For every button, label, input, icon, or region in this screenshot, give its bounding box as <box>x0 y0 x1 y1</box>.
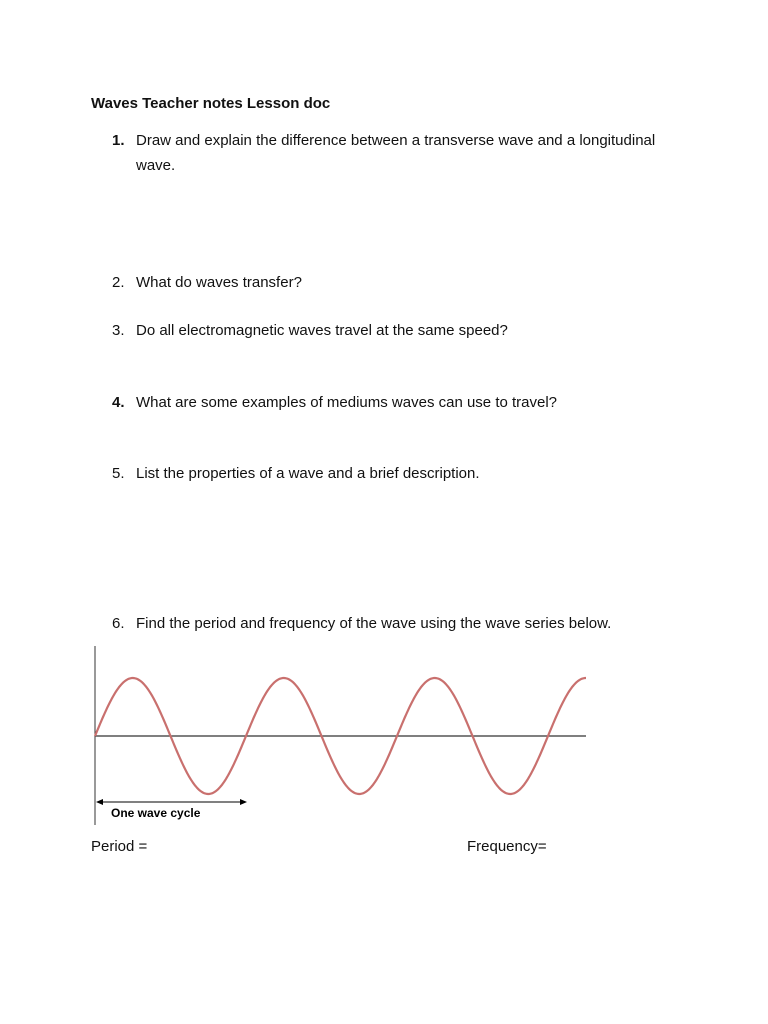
period-label: Period = <box>91 838 148 855</box>
question-4 <box>112 390 672 415</box>
question-5 <box>112 461 672 486</box>
question-text: Do all electromagnetic waves travel at the same speed? <box>136 322 508 339</box>
question-number: 1. <box>112 132 125 149</box>
question-number: 2. <box>112 274 125 291</box>
question-number: 6. <box>112 615 125 632</box>
question-text: Draw and explain the difference between a transverse wave and a longitudinal wave. <box>136 132 656 174</box>
document-title: Waves Teacher notes Lesson doc <box>91 95 331 112</box>
arrow-head-right <box>240 799 247 805</box>
question-text: What do waves transfer? <box>136 274 302 291</box>
question-2 <box>112 270 672 295</box>
wave-diagram <box>80 640 600 830</box>
question-text: Find the period and frequency of the wave using the wave series below. <box>136 615 612 632</box>
question-6 <box>112 611 672 636</box>
question-3 <box>112 318 672 343</box>
question-number: 5. <box>112 465 125 482</box>
wave-cycle-label: One wave cycle <box>111 806 201 820</box>
question-1 <box>112 128 672 178</box>
frequency-label: Frequency= <box>467 838 547 855</box>
question-number: 4. <box>112 394 125 411</box>
arrow-head-left <box>96 799 103 805</box>
question-text: What are some examples of mediums waves can use to travel? <box>136 394 558 411</box>
question-text: List the properties of a wave and a brief description. <box>136 465 480 482</box>
question-number: 3. <box>112 322 125 339</box>
